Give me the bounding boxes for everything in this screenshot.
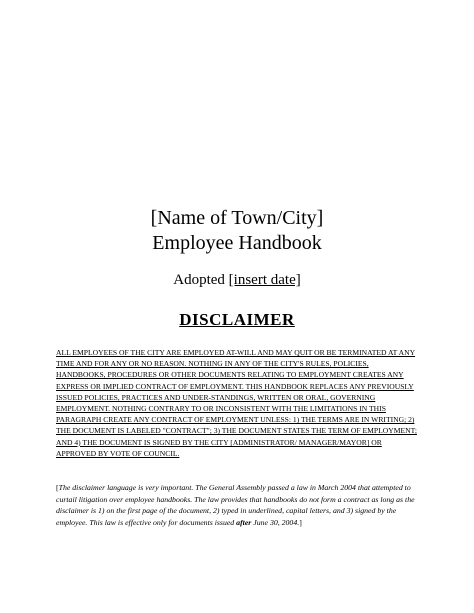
town-name-title: [Name of Town/City] [150,207,324,229]
adopted-line [0,270,474,290]
disclaimer-heading: DISCLAIMER [179,310,295,329]
handbook-title: Employee Handbook [152,232,322,254]
disclaimer-note [56,482,420,528]
adopted-label: Adopted [173,272,229,288]
note-text-bold: after [236,517,252,527]
note-text-part2: June 30, 2004. [251,517,300,527]
disclaimer-body: ALL EMPLOYEES OF THE CITY ARE EMPLOYED AT-WILL AND MAY QUIT OR BE TERMINATED AT ANY TIME AND FOR ANY OR NO REASON. NOTHING IN ANY OF THE CITY'S RULES, POLICIES, HANDBOOKS, PROCEDURES OR OTHER DOCUMENTS RELATING TO EMPLOYMENT CREATES ANY EXPRESS OR IMPLIED CONTRACT OF EMPLOYMENT. THIS HANDBOOK REPLACES ANY PREVIOUSLY ISSUED POLICIES, PRACTICES AND UNDER-STANDINGS, WRITTEN OR ORAL, GOVERNING EMPLOYMENT. NOTHING CONTRARY TO OR INCONSISTENT WITH THE LIMITATIONS IN THIS PARAGRAPH CREATE ANY CONTRACT OF EMPLOYMENT UNLESS: 1) THE TERMS ARE IN WRITING; 2) THE DOCUMENT IS LABELED "CONTRACT"; 3) THE DOCUMENT STATES THE TERM OF EMPLOYMENT; AND 4) THE DOCUMENT IS SIGNED BY THE CITY [ADMINISTRATOR/ MANAGER/MAYOR] OR APPROVED BY VOTE OF COUNCIL. [56,348,417,458]
note-text-part1: The disclaimer language is very important. The General Assembly passed a law in March 2004 that attempted to curtail litigation over employee handbooks. The law provides that handbooks do not form a contract as long as the disclaimer is 1) on the first page of the document, 2) typed in underlined, capital letters, and 3) signed by the employee. This law is effective only for documents issued [56,483,415,527]
note-open-bracket: [ [56,483,59,492]
title-block [0,206,474,256]
note-close-bracket: ] [299,517,302,527]
adopted-date-placeholder: [insert date] [228,272,301,288]
